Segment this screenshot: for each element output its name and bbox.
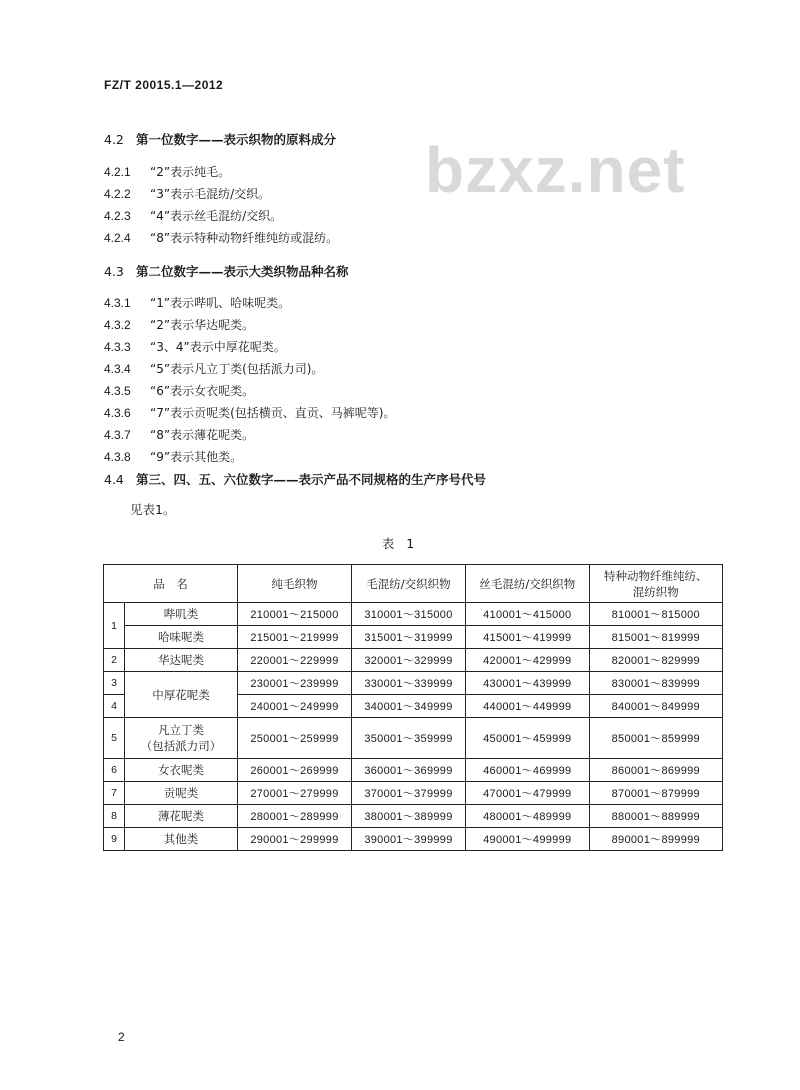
cell-range: 870001～879999 <box>589 782 722 805</box>
item-number: 4.3.5 <box>104 384 131 398</box>
cell-range: 350001～359999 <box>351 718 465 759</box>
cell-range: 430001～439999 <box>465 672 589 695</box>
list-item <box>104 448 242 465</box>
list-item <box>104 382 254 399</box>
header-line: 特种动物纤维纯纺、 <box>604 568 708 583</box>
list-item <box>104 185 270 202</box>
row-index: 7 <box>104 782 125 805</box>
header-name: 品 名 <box>104 565 238 603</box>
list-item <box>104 316 254 333</box>
section-heading-4-4 <box>104 470 486 488</box>
cell-range: 290001～299999 <box>238 828 352 851</box>
item-text: “4”表示丝毛混纺/交织。 <box>150 209 283 223</box>
cell-range: 880001～889999 <box>589 805 722 828</box>
header-wool-blend: 毛混纺/交织织物 <box>351 565 465 603</box>
cell-range: 210001～215000 <box>238 603 352 626</box>
row-index: 1 <box>104 603 125 649</box>
page-number: 2 <box>118 1030 125 1044</box>
cell-range: 460001～469999 <box>465 759 589 782</box>
section-heading-4-2 <box>104 130 336 148</box>
watermark-logo: bzxz.net <box>425 134 686 206</box>
list-item <box>104 404 395 421</box>
table-row <box>104 805 723 828</box>
row-name: 哈味呢类 <box>125 626 238 649</box>
cell-range: 380001～389999 <box>351 805 465 828</box>
table-row <box>104 782 723 805</box>
section-number: 4.2 <box>104 132 124 147</box>
cell-range: 820001～829999 <box>589 649 722 672</box>
item-text: “2”表示纯毛。 <box>150 165 231 179</box>
item-text: “8”表示特种动物纤维纯纺或混纺。 <box>150 231 339 245</box>
list-item <box>104 207 282 224</box>
row-index: 3 <box>104 672 125 695</box>
item-text: “3、4”表示中厚花呢类。 <box>150 340 286 354</box>
row-index: 5 <box>104 718 125 759</box>
section-title: 第二位数字——表示大类织物品种名称 <box>136 264 349 279</box>
item-number: 4.2.3 <box>104 209 131 223</box>
cell-range: 310001～315000 <box>351 603 465 626</box>
row-name: 华达呢类 <box>125 649 238 672</box>
cell-range: 850001～859999 <box>589 718 722 759</box>
row-name: 女衣呢类 <box>125 759 238 782</box>
cell-range: 215001～219999 <box>238 626 352 649</box>
item-number: 4.2.4 <box>104 231 131 245</box>
row-index: 4 <box>104 695 125 718</box>
item-number: 4.3.2 <box>104 318 131 332</box>
cell-range: 240001～249999 <box>238 695 352 718</box>
table-caption: 表 1 <box>381 536 419 551</box>
table-row <box>104 626 723 649</box>
cell-range: 450001～459999 <box>465 718 589 759</box>
row-name-line: （包括派力司） <box>140 739 222 753</box>
row-name: 薄花呢类 <box>125 805 238 828</box>
table-row <box>104 672 723 695</box>
item-text: “5”表示凡立丁类(包括派力司)。 <box>150 362 324 376</box>
cell-range: 260001～269999 <box>238 759 352 782</box>
cell-range: 470001～479999 <box>465 782 589 805</box>
table-row <box>104 828 723 851</box>
cell-range: 890001～899999 <box>589 828 722 851</box>
cell-range: 280001～289999 <box>238 805 352 828</box>
section-number: 4.4 <box>104 472 124 487</box>
list-item <box>104 229 338 246</box>
row-name: 贡呢类 <box>125 782 238 805</box>
list-item <box>104 360 323 377</box>
cell-range: 440001～449999 <box>465 695 589 718</box>
table-header-row <box>104 565 723 603</box>
row-name: 其他类 <box>125 828 238 851</box>
item-number: 4.3.6 <box>104 406 131 420</box>
table-row <box>104 649 723 672</box>
item-number: 4.3.3 <box>104 340 131 354</box>
item-text: “7”表示贡呢类(包括横贡、直贡、马裤呢等)。 <box>150 406 396 420</box>
table-row <box>104 603 723 626</box>
cell-range: 830001～839999 <box>589 672 722 695</box>
cell-range: 320001～329999 <box>351 649 465 672</box>
row-index: 8 <box>104 805 125 828</box>
table-reference-note: 见表1。 <box>130 502 176 517</box>
cell-range: 315001～319999 <box>351 626 465 649</box>
cell-range: 810001～815000 <box>589 603 722 626</box>
section-title: 第三、四、五、六位数字——表示产品不同规格的生产序号代号 <box>136 472 487 487</box>
item-text: “3”表示毛混纺/交织。 <box>150 187 271 201</box>
cell-range: 815001～819999 <box>589 626 722 649</box>
cell-range: 415001～419999 <box>465 626 589 649</box>
header-special-fiber <box>589 565 722 603</box>
row-index: 9 <box>104 828 125 851</box>
header-silk-wool-blend: 丝毛混纺/交织织物 <box>465 565 589 603</box>
item-text: “2”表示华达呢类。 <box>150 318 255 332</box>
row-index: 6 <box>104 759 125 782</box>
row-name: 中厚花呢类 <box>125 672 238 718</box>
item-text: “1”表示哔叽、哈味呢类。 <box>150 296 291 310</box>
row-name <box>125 718 238 759</box>
cell-range: 410001～415000 <box>465 603 589 626</box>
list-item <box>104 294 290 311</box>
list-item <box>104 426 254 443</box>
item-number: 4.3.7 <box>104 428 131 442</box>
section-number: 4.3 <box>104 264 124 279</box>
list-item <box>104 163 230 180</box>
cell-range: 340001～349999 <box>351 695 465 718</box>
cell-range: 480001～489999 <box>465 805 589 828</box>
item-number: 4.2.1 <box>104 165 131 179</box>
item-number: 4.3.4 <box>104 362 131 376</box>
item-number: 4.2.2 <box>104 187 131 201</box>
cell-range: 360001～369999 <box>351 759 465 782</box>
cell-range: 840001～849999 <box>589 695 722 718</box>
item-text: “8”表示薄花呢类。 <box>150 428 255 442</box>
cell-range: 390001～399999 <box>351 828 465 851</box>
item-number: 4.3.1 <box>104 296 131 310</box>
cell-range: 230001～239999 <box>238 672 352 695</box>
cell-range: 220001～229999 <box>238 649 352 672</box>
item-number: 4.3.8 <box>104 450 131 464</box>
list-item <box>104 338 286 355</box>
row-index: 2 <box>104 649 125 672</box>
document-code: FZ/T 20015.1—2012 <box>104 78 224 92</box>
table-row <box>104 759 723 782</box>
header-line: 混纺织物 <box>632 584 679 599</box>
row-name-line: 凡立丁类 <box>158 723 204 737</box>
cell-range: 370001～379999 <box>351 782 465 805</box>
header-pure-wool: 纯毛织物 <box>238 565 352 603</box>
table-row <box>104 718 723 759</box>
cell-range: 860001～869999 <box>589 759 722 782</box>
cell-range: 330001～339999 <box>351 672 465 695</box>
cell-range: 250001～259999 <box>238 718 352 759</box>
item-text: “6”表示女衣呢类。 <box>150 384 255 398</box>
item-text: “9”表示其他类。 <box>150 450 243 464</box>
cell-range: 420001～429999 <box>465 649 589 672</box>
cell-range: 490001～499999 <box>465 828 589 851</box>
cell-range: 270001～279999 <box>238 782 352 805</box>
section-title: 第一位数字——表示织物的原料成分 <box>136 132 337 147</box>
product-code-table <box>103 564 723 851</box>
row-name: 哔叽类 <box>125 603 238 626</box>
section-heading-4-3 <box>104 262 349 280</box>
